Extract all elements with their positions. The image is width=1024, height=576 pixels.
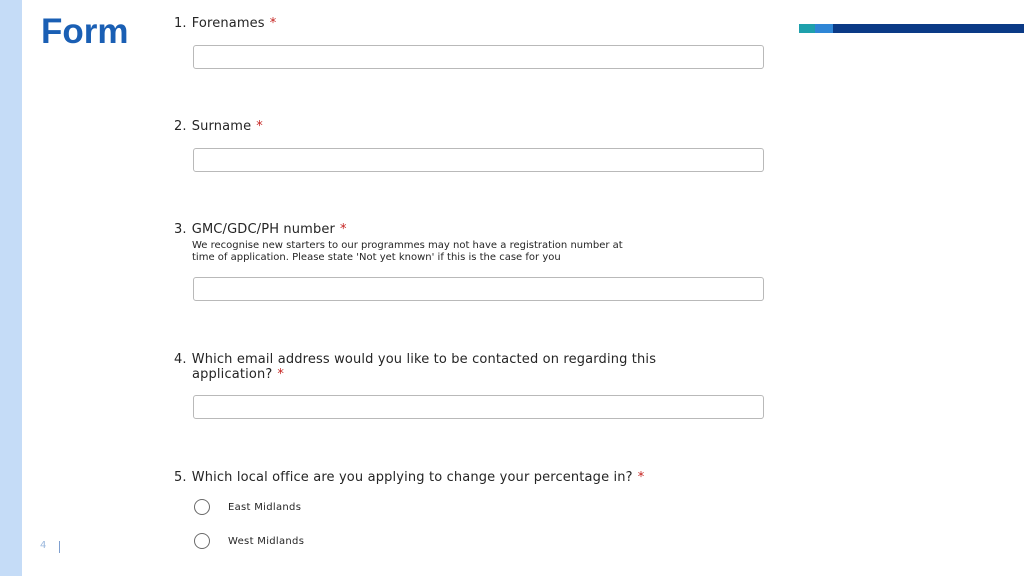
page-number-divider	[59, 541, 60, 553]
required-mark: *	[256, 119, 263, 134]
question-number: 1.	[174, 16, 187, 31]
question-4-label	[174, 352, 656, 382]
accent-bar-blue	[815, 24, 833, 33]
question-1-label	[174, 16, 276, 31]
radio-button[interactable]	[194, 499, 210, 515]
question-number: 3.	[174, 222, 187, 237]
slide-title: Form	[41, 12, 129, 51]
accent-bar-navy	[833, 24, 1024, 33]
radio-option-west-midlands[interactable]	[194, 533, 304, 549]
question-text: application?	[192, 367, 273, 382]
description-line: We recognise new starters to our programmes may not have a registration number at	[192, 240, 623, 251]
required-mark: *	[637, 470, 645, 485]
question-3-label	[174, 222, 347, 237]
question-text: Which local office are you applying to change your percentage in?	[191, 470, 633, 485]
description-line: time of application. Please state 'Not yet known' if this is the case for you	[192, 252, 561, 263]
radio-option-east-midlands[interactable]	[194, 499, 301, 515]
question-number: 2.	[174, 119, 187, 134]
left-accent-bar	[0, 0, 22, 576]
required-mark: *	[340, 222, 347, 237]
required-mark: *	[269, 16, 277, 31]
question-text: Which email address would you like to be contacted on regarding this	[191, 352, 657, 367]
radio-option-label: West Midlands	[228, 535, 305, 547]
email-input[interactable]	[193, 395, 764, 419]
required-mark: *	[277, 367, 285, 382]
question-text: Surname	[191, 119, 252, 134]
question-number: 5.	[174, 470, 187, 485]
question-2-label	[174, 119, 263, 134]
registration-number-input[interactable]	[193, 277, 764, 301]
question-text: GMC/GDC/PH number	[191, 222, 336, 237]
radio-button[interactable]	[194, 533, 210, 549]
radio-option-label: East Midlands	[228, 501, 302, 513]
forenames-input[interactable]	[193, 45, 764, 69]
question-number: 4.	[174, 352, 187, 367]
question-text: Forenames	[191, 16, 265, 31]
question-3-description	[192, 240, 752, 264]
accent-bar-teal	[799, 24, 815, 33]
question-5-label	[174, 470, 644, 485]
surname-input[interactable]	[193, 148, 764, 172]
page-number: 4	[40, 540, 47, 551]
